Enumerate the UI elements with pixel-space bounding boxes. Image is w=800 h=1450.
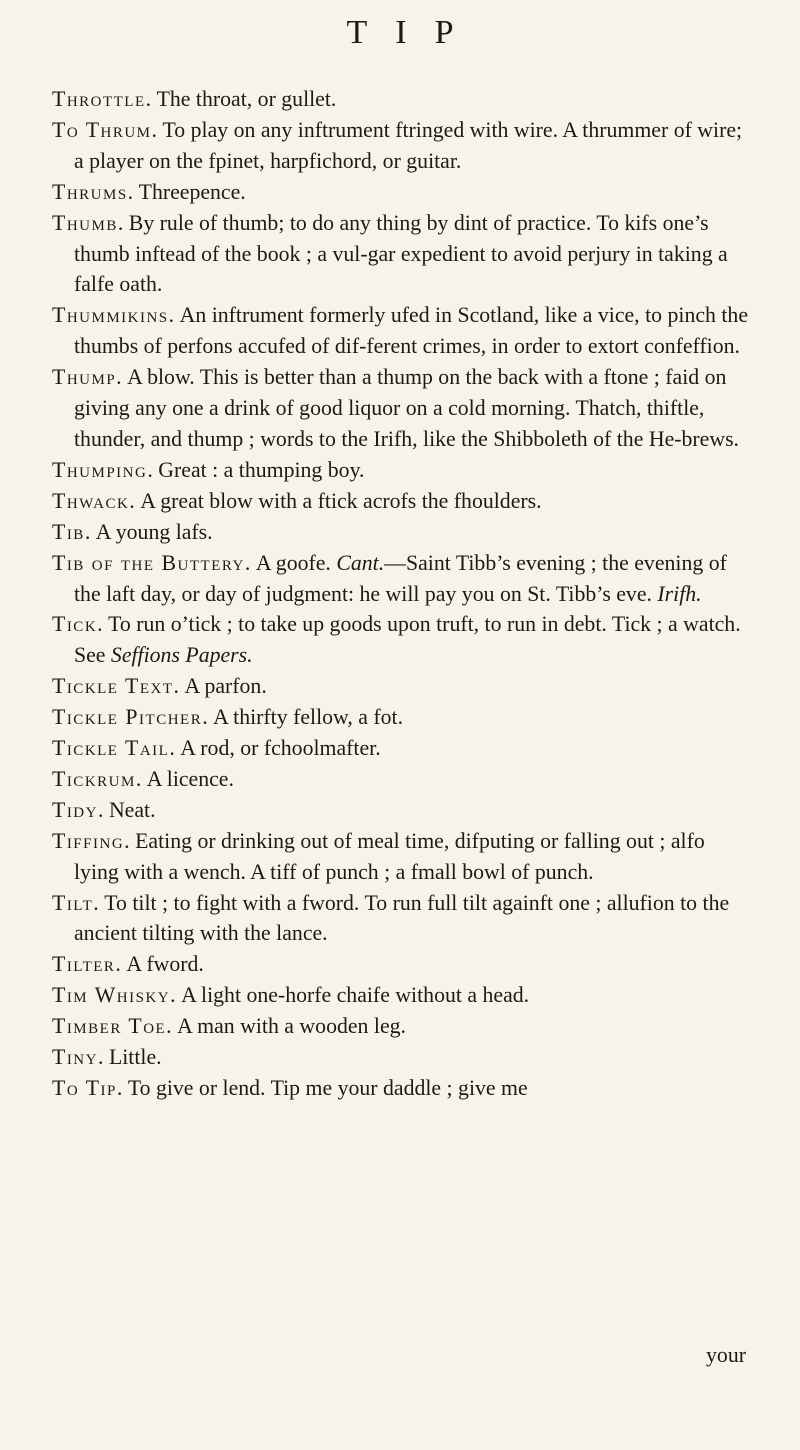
entry-definition: A goofe.: [255, 550, 337, 575]
entry-headword: Tim Whisky.: [52, 983, 178, 1008]
entry-italic-note: Seffions Papers.: [110, 643, 253, 668]
entry-definition: Neat.: [108, 797, 156, 822]
entry-headword: Tib.: [52, 519, 92, 544]
entry-definition: A licence.: [146, 766, 234, 791]
entry-headword: Tick.: [52, 612, 105, 637]
entry-definition: To tilt ; to fight with a fword. To run full tilt againft one ; allufion to the ancient tilting with the lance.: [74, 890, 730, 946]
entry-definition: To play on any inftrument ftringed with wire. A thrummer of wire; a player on the fpinet, harpfichord, or guitar.: [74, 117, 743, 173]
entry-italic-note: Irifh.: [657, 581, 702, 606]
dictionary-entry: [52, 702, 752, 733]
entry-definition: A thirfty fellow, a fot.: [213, 705, 404, 730]
entry-definition: To give or lend. Tip me your daddle ; give me: [127, 1076, 528, 1100]
entry-headword: Thumping.: [52, 457, 155, 482]
entry-headword: Thumb.: [52, 210, 125, 235]
entry-definition: Threepence.: [138, 179, 246, 204]
entry-definition: Great : a thumping boy.: [158, 457, 365, 482]
entry-headword: Tickle Tail.: [52, 736, 177, 761]
dictionary-entry: [52, 980, 752, 1011]
entry-definition: A young lafs.: [95, 519, 213, 544]
entry-headword: Tib of the Buttery.: [52, 550, 252, 575]
entry-headword: Throttle.: [52, 87, 153, 111]
entry-definition-continued: —Saint Tibb’s evening ; the evening of the laft day, or day of judgment: he will pay you on St. Tibb’s eve.: [74, 550, 727, 606]
dictionary-entry: [52, 548, 752, 610]
dictionary-entry: [52, 115, 752, 177]
entry-definition: To run o’tick ; to take up goods upon truft, to run in debt. Tick ; a watch. See: [74, 612, 741, 668]
dictionary-entry: [52, 671, 752, 702]
entry-definition: A blow. This is better than a thump on the back with a ftone ; faid on giving any one a drink of good liquor on a cold morning. Thatch, thiftle, thunder, and thump ; words to the Irifh, like the Shibboleth of the He-brews.: [74, 365, 740, 451]
dictionary-entry: [52, 733, 752, 764]
dictionary-entry: [52, 826, 752, 888]
dictionary-entry: [52, 795, 752, 826]
entry-headword: Thump.: [52, 365, 124, 390]
dictionary-entry: [52, 177, 752, 208]
entry-headword: Thwack.: [52, 488, 137, 513]
running-head: TIP: [346, 14, 482, 51]
entry-definition: Little.: [108, 1045, 162, 1070]
dictionary-entry: [52, 208, 752, 301]
entry-definition: Eating or drinking out of meal time, difputing or falling out ; alfo lying with a wench. A tiff of punch ; a fmall bowl of punch.: [74, 828, 705, 884]
entry-headword: To Thrum.: [52, 117, 159, 142]
entry-definition: A rod, or fchoolmafter.: [180, 736, 381, 761]
entry-headword: Thummikins.: [52, 303, 176, 328]
entry-definition: A man with a wooden leg.: [177, 1014, 406, 1039]
dictionary-entry: [52, 300, 752, 362]
entry-headword: To Tip.: [52, 1076, 124, 1100]
entry-definition: A parfon.: [184, 674, 267, 699]
dictionary-entry: [52, 486, 752, 517]
dictionary-entry: [52, 609, 752, 671]
dictionary-entry: [52, 455, 752, 486]
catchword: your: [706, 1343, 746, 1367]
entry-italic-note: Cant.: [336, 550, 385, 575]
dictionary-entry: [52, 949, 752, 980]
dictionary-entry: [52, 517, 752, 548]
entry-definition: The throat, or gullet.: [156, 87, 337, 111]
entry-headword: Thrums.: [52, 179, 135, 204]
entry-headword: Timber Toe.: [52, 1014, 174, 1039]
entry-headword: Tickrum.: [52, 766, 143, 791]
entry-definition: By rule of thumb; to do any thing by dint of practice. To kifs one’s thumb inftead of the book ; a vul-gar expedient to avoid perjury in taking a falfe oath.: [74, 210, 728, 297]
dictionary-entry: [52, 1011, 752, 1042]
dictionary-entry: [52, 362, 752, 455]
entry-headword: Tidy.: [52, 797, 105, 822]
entry-headword: Tickle Text.: [52, 674, 181, 699]
entry-headword: Tilt.: [52, 890, 101, 915]
entry-headword: Tiffing.: [52, 828, 132, 853]
dictionary-entry: [52, 1042, 752, 1073]
dictionary-entry: [52, 84, 752, 115]
entry-definition: A great blow with a ftick acrofs the fhoulders.: [140, 488, 542, 513]
entry-headword: Tiny.: [52, 1045, 105, 1070]
entry-headword: Tickle Pitcher.: [52, 705, 210, 730]
entry-definition: A light one-horfe chaife without a head.: [181, 983, 530, 1008]
dictionary-entry: [52, 888, 752, 950]
entry-list: [52, 84, 752, 1104]
dictionary-entry: [52, 1073, 752, 1104]
entry-definition: An inftrument formerly ufed in Scotland, like a vice, to pinch the thumbs of perfons accufed of dif-ferent crimes, in order to extort confeffion.: [74, 303, 748, 359]
entry-definition: A fword.: [126, 952, 204, 977]
dictionary-entry: [52, 764, 752, 795]
entry-headword: Tilter.: [52, 952, 123, 977]
